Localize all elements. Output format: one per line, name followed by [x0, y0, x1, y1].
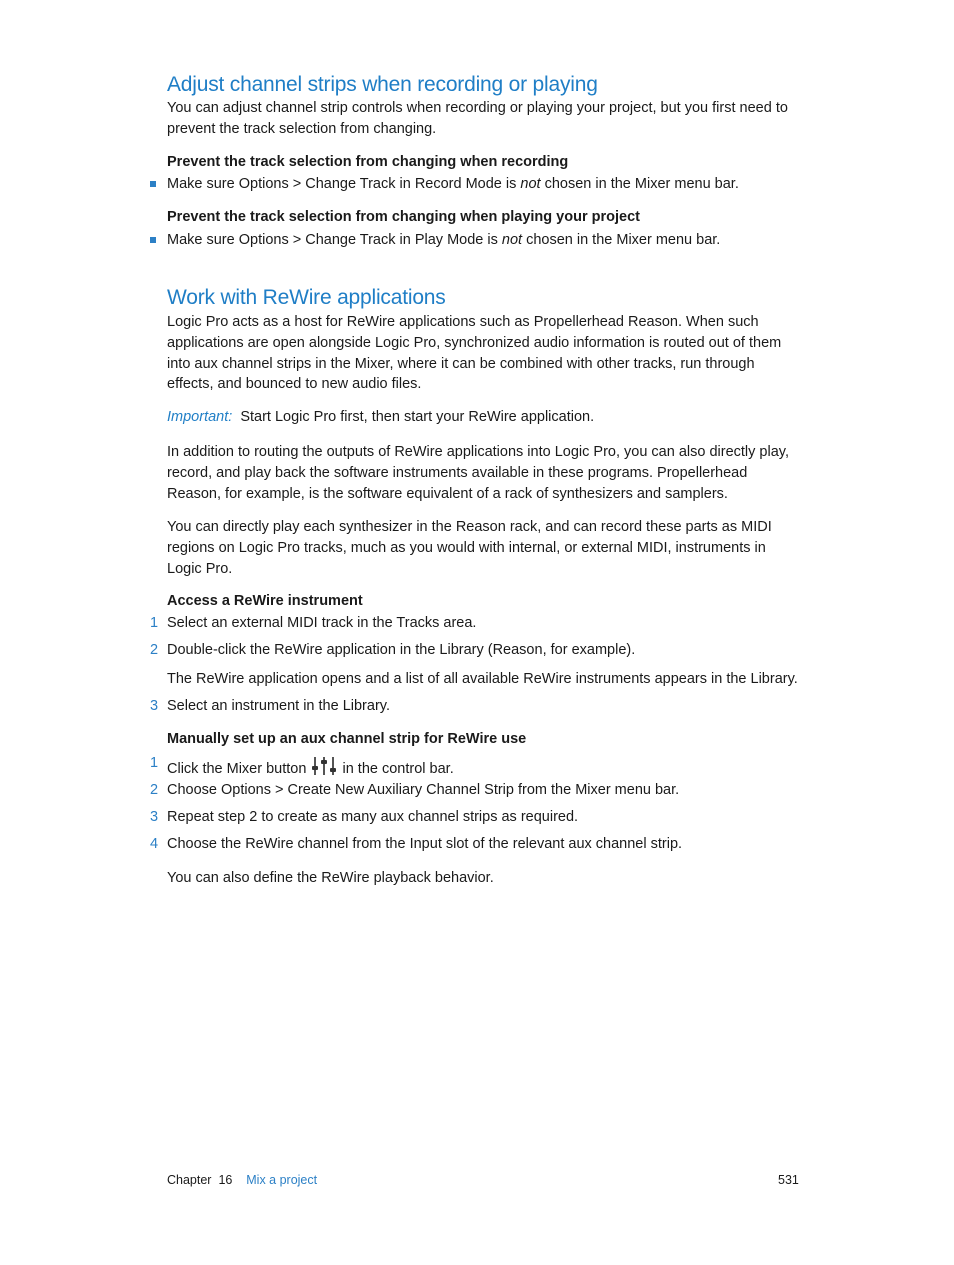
closing-note: You can also define the ReWire playback behavior. — [167, 870, 494, 886]
task-title-playing: Prevent the track selection from changing when playing your project — [167, 209, 640, 225]
step-number: 2 — [150, 782, 159, 798]
step-text: Repeat step 2 to create as many aux channel strips as required. — [167, 809, 579, 825]
step-emphasis: not — [520, 176, 541, 192]
step-text: Choose the ReWire channel from the Input slot of the relevant aux channel strip. — [167, 836, 683, 852]
task-title-recording: Prevent the track selection from changing when recording — [167, 154, 569, 170]
step-number: 3 — [150, 809, 159, 825]
task-title-aux: Manually set up an aux channel strip for ReWire use — [167, 731, 527, 747]
task-title-text: Access a ReWire instrument — [167, 593, 363, 609]
step-note: The ReWire application opens and a list of all available ReWire instruments appears in the Library. — [167, 671, 798, 687]
step-text: Make sure Options > Change Track in Play Mode is — [167, 232, 502, 248]
task-title-access — [167, 593, 363, 609]
step-text: Select an instrument in the Library. — [167, 698, 390, 714]
step-text: Select an external MIDI track in the Tracks area. — [167, 615, 477, 631]
footer-chapter — [167, 1173, 317, 1187]
rewire-para2: In addition to routing the outputs of ReWire applications into Logic Pro, you can also directly play, record, and play back the software instruments available in these programs. Propellerhead Reason, for example, is the software equivalent of a rack of synthesizers and samplers. — [167, 444, 789, 502]
chapter-title-link[interactable]: Mix a project — [246, 1173, 318, 1187]
task-step-playing — [167, 232, 720, 248]
task-step-recording — [167, 176, 739, 192]
step-text: chosen in the Mixer menu bar. — [522, 232, 721, 248]
step-number: 3 — [150, 698, 159, 714]
step-text: Make sure Options > Change Track in Record Mode is — [167, 176, 521, 192]
step-number: 4 — [150, 836, 159, 852]
important-label: Important: — [167, 409, 233, 425]
step-number: 2 — [150, 642, 159, 658]
step-text-post: in the control bar. — [342, 761, 454, 777]
bullet-icon — [150, 237, 156, 243]
step-text: Double-click the ReWire application in the Library (Reason, for example). — [167, 642, 636, 658]
step-text — [167, 755, 454, 781]
step-number: 1 — [150, 755, 159, 771]
rewire-para3: You can directly play each synthesizer in the Reason rack, and can record these parts as MIDI regions on Logic Pro tracks, much as you would with internal, or external MIDI, instruments in Logic Pro. — [167, 519, 772, 577]
important-text: Start Logic Pro first, then start your ReWire application. — [240, 409, 595, 425]
step-text: chosen in the Mixer menu bar. — [540, 176, 739, 192]
chapter-label: Chapter — [167, 1173, 212, 1187]
section-heading-rewire: Work with ReWire applications — [167, 286, 446, 309]
section1-intro: You can adjust channel strip controls when recording or playing your project, but you first need to prevent the track selection from changing. — [167, 100, 788, 137]
page-number: 531 — [778, 1173, 799, 1187]
rewire-para1: Logic Pro acts as a host for ReWire applications such as Propellerhead Reason. When such applications are open alongside Logic Pro, synchronized audio information is routed out of them into aux channel strips in the Mixer, where it can be combined with other tracks, run through effects, and bounced to new audio files. — [167, 314, 782, 393]
step-emphasis: not — [501, 232, 523, 248]
mixer-icon — [312, 755, 336, 781]
chapter-number: 16 — [218, 1173, 233, 1187]
step-text-pre: Click the Mixer button — [167, 761, 307, 777]
step-text: Choose Options > Create New Auxiliary Channel Strip from the Mixer menu bar. — [167, 782, 680, 798]
section-heading-adjust: Adjust channel strips when recording or playing — [167, 73, 598, 96]
step-number: 1 — [150, 615, 159, 631]
important-note — [167, 409, 594, 425]
bullet-icon — [150, 181, 156, 187]
